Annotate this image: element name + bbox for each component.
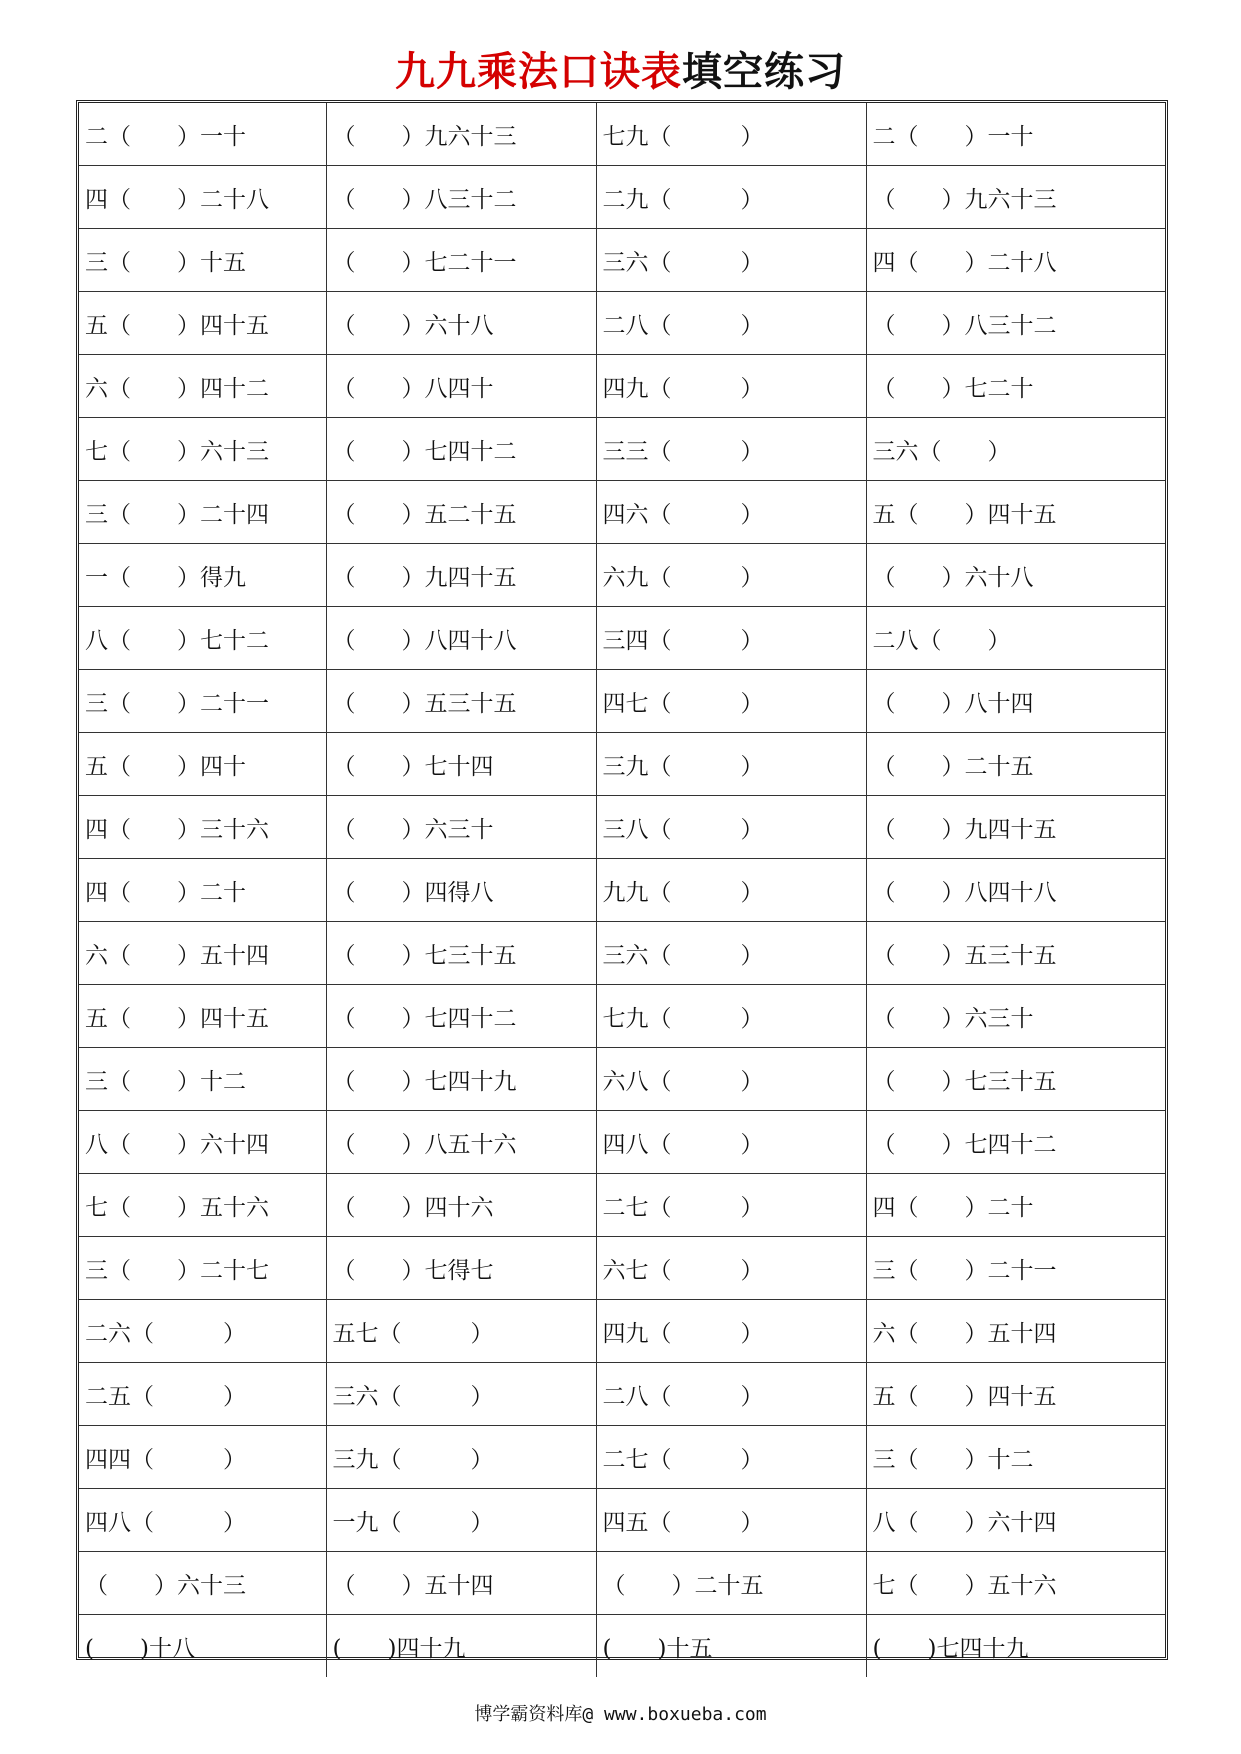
exercise-cell: 八（ ）七十二 [79, 607, 326, 670]
exercise-cell: （ ）六十八 [326, 292, 596, 355]
exercise-cell: 二九（ ） [596, 166, 866, 229]
exercise-cell: 七（ ）五十六 [79, 1174, 326, 1237]
exercise-cell: 一九（ ） [326, 1489, 596, 1552]
exercise-cell: （ ）六三十 [326, 796, 596, 859]
exercise-cell: （ ）七四十二 [866, 1111, 1165, 1174]
exercise-cell: 四（ ）三十六 [79, 796, 326, 859]
exercise-cell: 六（ ）四十二 [79, 355, 326, 418]
table-row [79, 229, 1165, 292]
table-row [79, 103, 1165, 166]
exercise-cell: （ ）七得七 [326, 1237, 596, 1300]
title-black-part: 填空练习 [682, 48, 846, 95]
table-row [79, 1174, 1165, 1237]
exercise-cell: 八（ ）六十四 [79, 1111, 326, 1174]
table-row [79, 922, 1165, 985]
exercise-cell: （ ）七四十九 [326, 1048, 596, 1111]
exercise-cell: 七九（ ） [596, 103, 866, 166]
exercise-cell: 三（ ）二十四 [79, 481, 326, 544]
table-row [79, 1363, 1165, 1426]
exercise-cell: （ ）七二十一 [326, 229, 596, 292]
page-title [0, 44, 1241, 100]
exercise-cell: 八（ ）六十四 [866, 1489, 1165, 1552]
exercise-cell: 七九（ ） [596, 985, 866, 1048]
exercise-cell: 三（ ）十二 [866, 1426, 1165, 1489]
exercise-cell: （ ）八三十二 [866, 292, 1165, 355]
exercise-cell: 七（ ）六十三 [79, 418, 326, 481]
exercise-cell: （ ）五十四 [326, 1552, 596, 1615]
exercise-cell: ( )十五 [596, 1615, 866, 1678]
exercise-cell: 六七（ ） [596, 1237, 866, 1300]
exercise-cell: 六（ ）五十四 [79, 922, 326, 985]
exercise-cell: （ ）九六十三 [866, 166, 1165, 229]
exercise-cell: （ ）九四十五 [866, 796, 1165, 859]
exercise-cell: （ ）四十六 [326, 1174, 596, 1237]
table-row [79, 1237, 1165, 1300]
exercise-cell: 七（ ）五十六 [866, 1552, 1165, 1615]
table-row [79, 544, 1165, 607]
exercise-cell: （ ）二十五 [866, 733, 1165, 796]
exercise-cell: （ ）七四十二 [326, 985, 596, 1048]
exercise-cell: （ ）八十四 [866, 670, 1165, 733]
exercise-cell: 三九（ ） [326, 1426, 596, 1489]
exercise-sheet [76, 100, 1168, 1660]
exercise-cell: 三四（ ） [596, 607, 866, 670]
exercise-cell: （ ）五三十五 [326, 670, 596, 733]
table-row [79, 859, 1165, 922]
exercise-cell: （ ）七二十 [866, 355, 1165, 418]
exercise-cell: 一（ ）得九 [79, 544, 326, 607]
exercise-cell: 二（ ）一十 [79, 103, 326, 166]
exercise-cell: 三三（ ） [596, 418, 866, 481]
exercise-cell: （ ）六十三 [79, 1552, 326, 1615]
table-row [79, 1615, 1165, 1678]
exercise-cell: 三（ ）十二 [79, 1048, 326, 1111]
exercise-cell: 九九（ ） [596, 859, 866, 922]
exercise-cell: 三（ ）二十一 [866, 1237, 1165, 1300]
exercise-table [79, 103, 1165, 1677]
table-row [79, 1552, 1165, 1615]
exercise-cell: 六九（ ） [596, 544, 866, 607]
exercise-cell: 四八（ ） [596, 1111, 866, 1174]
exercise-cell: ( )十八 [79, 1615, 326, 1678]
exercise-cell: 四六（ ） [596, 481, 866, 544]
exercise-cell: 二（ ）一十 [866, 103, 1165, 166]
exercise-cell: （ ）八四十八 [326, 607, 596, 670]
exercise-cell: 六（ ）五十四 [866, 1300, 1165, 1363]
table-row [79, 481, 1165, 544]
table-row [79, 1111, 1165, 1174]
exercise-cell: 三（ ）二十一 [79, 670, 326, 733]
exercise-cell: （ ）二十五 [596, 1552, 866, 1615]
table-row [79, 355, 1165, 418]
exercise-cell: （ ）五二十五 [326, 481, 596, 544]
title-red-part: 九九乘法口诀表 [395, 48, 682, 95]
exercise-cell: （ ）六三十 [866, 985, 1165, 1048]
exercise-cell: 二七（ ） [596, 1426, 866, 1489]
exercise-cell: 三六（ ） [596, 922, 866, 985]
exercise-cell: （ ）六十八 [866, 544, 1165, 607]
exercise-cell: 二五（ ） [79, 1363, 326, 1426]
exercise-cell: 三（ ）二十七 [79, 1237, 326, 1300]
exercise-cell: （ ）七四十二 [326, 418, 596, 481]
exercise-cell: （ ）七三十五 [326, 922, 596, 985]
table-row [79, 1300, 1165, 1363]
exercise-cell: （ ）八三十二 [326, 166, 596, 229]
exercise-cell: 三九（ ） [596, 733, 866, 796]
exercise-cell: 四（ ）二十八 [79, 166, 326, 229]
exercise-cell: 四（ ）二十 [79, 859, 326, 922]
exercise-cell: 四八（ ） [79, 1489, 326, 1552]
table-row [79, 292, 1165, 355]
exercise-cell: 二七（ ） [596, 1174, 866, 1237]
exercise-cell: 四四（ ） [79, 1426, 326, 1489]
exercise-cell: （ ）八五十六 [326, 1111, 596, 1174]
exercise-cell: （ ）四得八 [326, 859, 596, 922]
exercise-cell: 五（ ）四十五 [866, 1363, 1165, 1426]
table-row [79, 670, 1165, 733]
table-row [79, 985, 1165, 1048]
exercise-cell: 二八（ ） [596, 292, 866, 355]
exercise-cell: 四（ ）二十 [866, 1174, 1165, 1237]
exercise-cell: 三八（ ） [596, 796, 866, 859]
exercise-cell: （ ）八四十 [326, 355, 596, 418]
exercise-cell: 四七（ ） [596, 670, 866, 733]
exercise-cell: 二八（ ） [596, 1363, 866, 1426]
exercise-cell: 五（ ）四十 [79, 733, 326, 796]
exercise-cell: 四九（ ） [596, 1300, 866, 1363]
exercise-cell: （ ）七三十五 [866, 1048, 1165, 1111]
exercise-cell: 三六（ ） [326, 1363, 596, 1426]
table-row [79, 1426, 1165, 1489]
table-row [79, 796, 1165, 859]
exercise-cell: （ ）九六十三 [326, 103, 596, 166]
table-row [79, 1489, 1165, 1552]
exercise-cell: 二八（ ） [866, 607, 1165, 670]
table-row [79, 607, 1165, 670]
exercise-cell: （ ）五三十五 [866, 922, 1165, 985]
exercise-cell: 三六（ ） [866, 418, 1165, 481]
exercise-cell: 二六（ ） [79, 1300, 326, 1363]
exercise-cell: 三六（ ） [596, 229, 866, 292]
exercise-cell: 四五（ ） [596, 1489, 866, 1552]
exercise-cell: 五（ ）四十五 [79, 985, 326, 1048]
exercise-cell: ( )七四十九 [866, 1615, 1165, 1678]
exercise-cell: （ ）七十四 [326, 733, 596, 796]
table-row [79, 733, 1165, 796]
table-row [79, 166, 1165, 229]
exercise-cell: 四（ ）二十八 [866, 229, 1165, 292]
exercise-table-body [79, 103, 1165, 1677]
exercise-cell: （ ）八四十八 [866, 859, 1165, 922]
exercise-cell: 五（ ）四十五 [79, 292, 326, 355]
exercise-cell: （ ）九四十五 [326, 544, 596, 607]
exercise-cell: ( )四十九 [326, 1615, 596, 1678]
exercise-cell: 六八（ ） [596, 1048, 866, 1111]
table-row [79, 1048, 1165, 1111]
exercise-cell: 三（ ）十五 [79, 229, 326, 292]
exercise-cell: 五七（ ） [326, 1300, 596, 1363]
table-row [79, 418, 1165, 481]
exercise-cell: 四九（ ） [596, 355, 866, 418]
footer-credit: 博学霸资料库@ www.boxueba.com [474, 1704, 767, 1725]
exercise-cell: 五（ ）四十五 [866, 481, 1165, 544]
